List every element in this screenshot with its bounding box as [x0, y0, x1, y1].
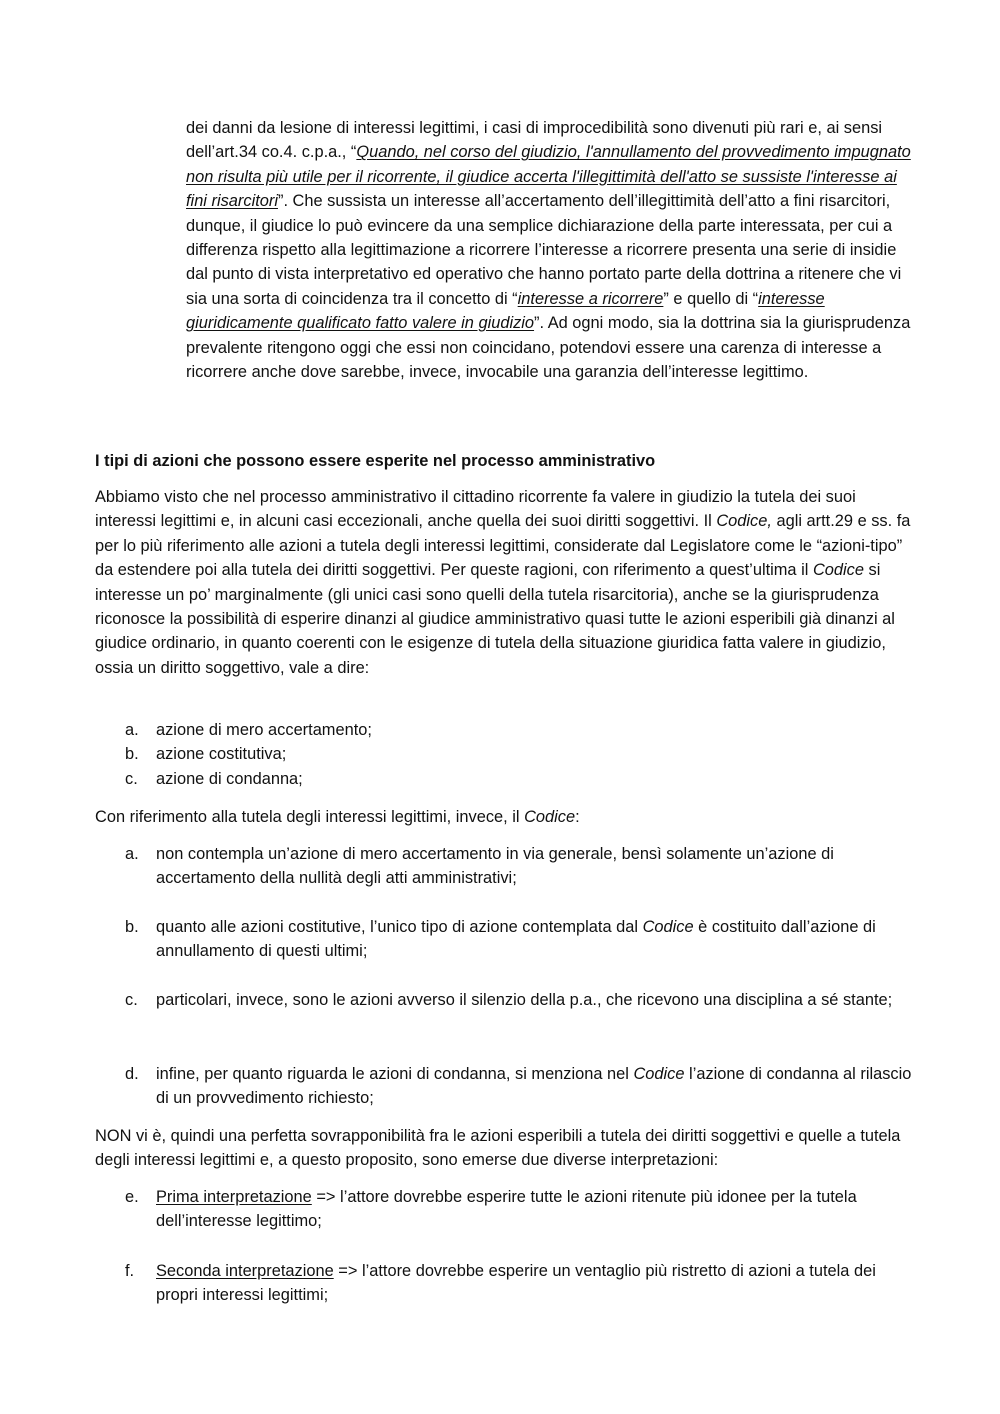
interpretation-label: Prima interpretazione: [156, 1188, 312, 1206]
list-marker: e.: [125, 1188, 139, 1206]
text-run: agli artt.29 e ss. fa per lo più riferimento alle azioni a tutela degli interessi legittimi, considerate dal Legislatore come le “azioni-tipo” da estendere poi alla tutela dei diritti soggettivi. Per queste ragioni, con riferimento a quest’ultima il: [95, 512, 911, 580]
list-item: [95, 767, 915, 791]
text-run: ” e quello di “: [663, 289, 759, 308]
term-interesse-qualificato: interesse giuridicamente qualificato fatto valere in giudizio: [186, 289, 825, 333]
list-marker: b.: [125, 745, 139, 764]
text-run: Abbiamo visto che nel processo amministrativo il cittadino ricorrente fa valere in giudizio la tutela dei suoi interessi legittimi e, in alcuni casi eccezionali, anche quella dei suoi diritti soggettivi. Il: [95, 488, 856, 531]
sovrapponibilita-paragraph: NON vi è, quindi una perfetta sovrapponibilità fra le azioni esperibili a tutela dei diritti soggettivi e quelle a tutela degli interessi legittimi e, a questo proposito, sono emerse due diverse interpretazioni:: [95, 1127, 901, 1170]
list-interessi-legittimi: [95, 1062, 915, 1111]
list-marker: a.: [125, 721, 139, 739]
list-item-text: non contempla un’azione di mero accertamento in via generale, bensì solamente un’azione di accertamento della nullità degli atti amministrativi;: [156, 845, 834, 888]
list-item-text: => l’attore dovrebbe esperire un ventaglio più ristretto di azioni a tutela dei propri interessi legittimi;: [156, 1262, 876, 1305]
list-diritti-soggettivi: [95, 718, 915, 791]
list-marker: b.: [125, 918, 139, 936]
text-run: quanto alle azioni costitutive, l’unico tipo di azione contemplata dal: [156, 918, 643, 936]
codice-term: Codice: [524, 808, 576, 826]
list-marker: f.: [125, 1262, 135, 1280]
list-item-text: particolari, invece, sono le azioni avverso il silenzio della p.a., che ricevono una disciplina a sé stante;: [156, 991, 893, 1009]
list-item: [95, 842, 915, 891]
text-run: è costituito dall’azione di annullamento di questi ultimi;: [156, 918, 876, 961]
list-item-text: => l’attore dovrebbe esperire tutte le azioni ritenute più idonee per la tutela dell’interesse legittimo;: [156, 1188, 857, 1231]
list-item: [95, 915, 915, 964]
list-interessi-legittimi: [95, 915, 915, 964]
list-marker: c.: [125, 991, 138, 1009]
text-run: ”. Ad ogni modo, sia la dottrina sia la giurisprudenza prevalente ritengono oggi che essi non coincidano, potendovi essere una carenza di interesse a ricorrere anche dove sarebbe, invece, invocabile una garanzia dell’interesse legittimo.: [186, 314, 911, 382]
list-item-text: azione di mero accertamento;: [156, 721, 372, 739]
intro-paragraph: [95, 485, 915, 680]
text-run: l’azione di condanna al rilascio di un provvedimento richiesto;: [156, 1065, 912, 1108]
codice-term: Codice,: [716, 512, 772, 531]
interpretation-label: Seconda interpretazione: [156, 1262, 334, 1280]
list-item: [95, 1062, 915, 1111]
list-item: [95, 988, 915, 1012]
codice-term: Codice: [812, 561, 864, 580]
list-item-text: azione costitutiva;: [156, 745, 287, 764]
list-marker: c.: [125, 769, 138, 788]
list-interessi-legittimi: [95, 842, 915, 891]
text-run: si interesse un po’ marginalmente (gli unici casi sono quelli della tutela risarcitoria), anche se la giurisprudenza riconosce la possibilità di esperire dinanzi al giudice amministrativo quasi tutte le azioni esperibili già dinanzi al giudice ordinario, in quanto coerenti con le esigenze di tutela della situazione giuridica fatta valere in giudizio, ossia un diritto soggettivo, vale a dire:: [95, 561, 895, 677]
interessi-legittimi-paragraph: [95, 805, 915, 829]
list-item: [95, 1185, 915, 1234]
list-interpretazioni: [95, 1259, 915, 1308]
text-run: :: [575, 808, 580, 826]
art34-quote: Quando, nel corso del giudizio, l'annullamento del provvedimento impugnato non risulta più utile per il ricorrente, il giudice accerta l'illegittimità dell'atto se sussiste l'interesse ai fini risarcitori: [186, 143, 911, 211]
codice-term: Codice: [633, 1065, 685, 1083]
list-marker: a.: [125, 845, 139, 863]
list-item: [95, 718, 915, 742]
list-item-text: azione di condanna;: [156, 769, 303, 788]
text-run: dei danni da lesione di interessi legittimi, i casi di improcedibilità sono divenuti più rari e, ai sensi dell’art.34 co.4. c.p.a., “: [186, 119, 883, 162]
list-interessi-legittimi: [95, 988, 915, 1012]
list-interpretazioni: [95, 1185, 915, 1234]
text-run: ”. Che sussista un interesse all’accertamento dell’illegittimità dell’atto a fini risarcitori, dunque, il giudice lo può evincere da una semplice dichiarazione della parte interessata, per cui a differenza rispetto alla legittimazione a ricorrere l’interesse a ricorrere presenta una serie di insidie dal punto di vista interpretativo ed operativo che hanno portato parte della dottrina a ritenere che vi sia una sorta di coincidenza tra il concetto di “: [186, 192, 902, 308]
list-item: [95, 1259, 915, 1308]
list-marker: d.: [125, 1065, 139, 1083]
list-item: [95, 742, 915, 766]
text-run: infine, per quanto riguarda le azioni di condanna, si menziona nel: [156, 1065, 634, 1083]
text-run: Con riferimento alla tutela degli interessi legittimi, invece, il: [95, 808, 525, 826]
codice-term: Codice: [642, 918, 694, 936]
term-interesse-a-ricorrere: interesse a ricorrere: [517, 289, 664, 308]
continued-paragraph: [186, 116, 914, 384]
section-heading: I tipi di azioni che possono essere esperite nel processo amministrativo: [95, 452, 656, 470]
